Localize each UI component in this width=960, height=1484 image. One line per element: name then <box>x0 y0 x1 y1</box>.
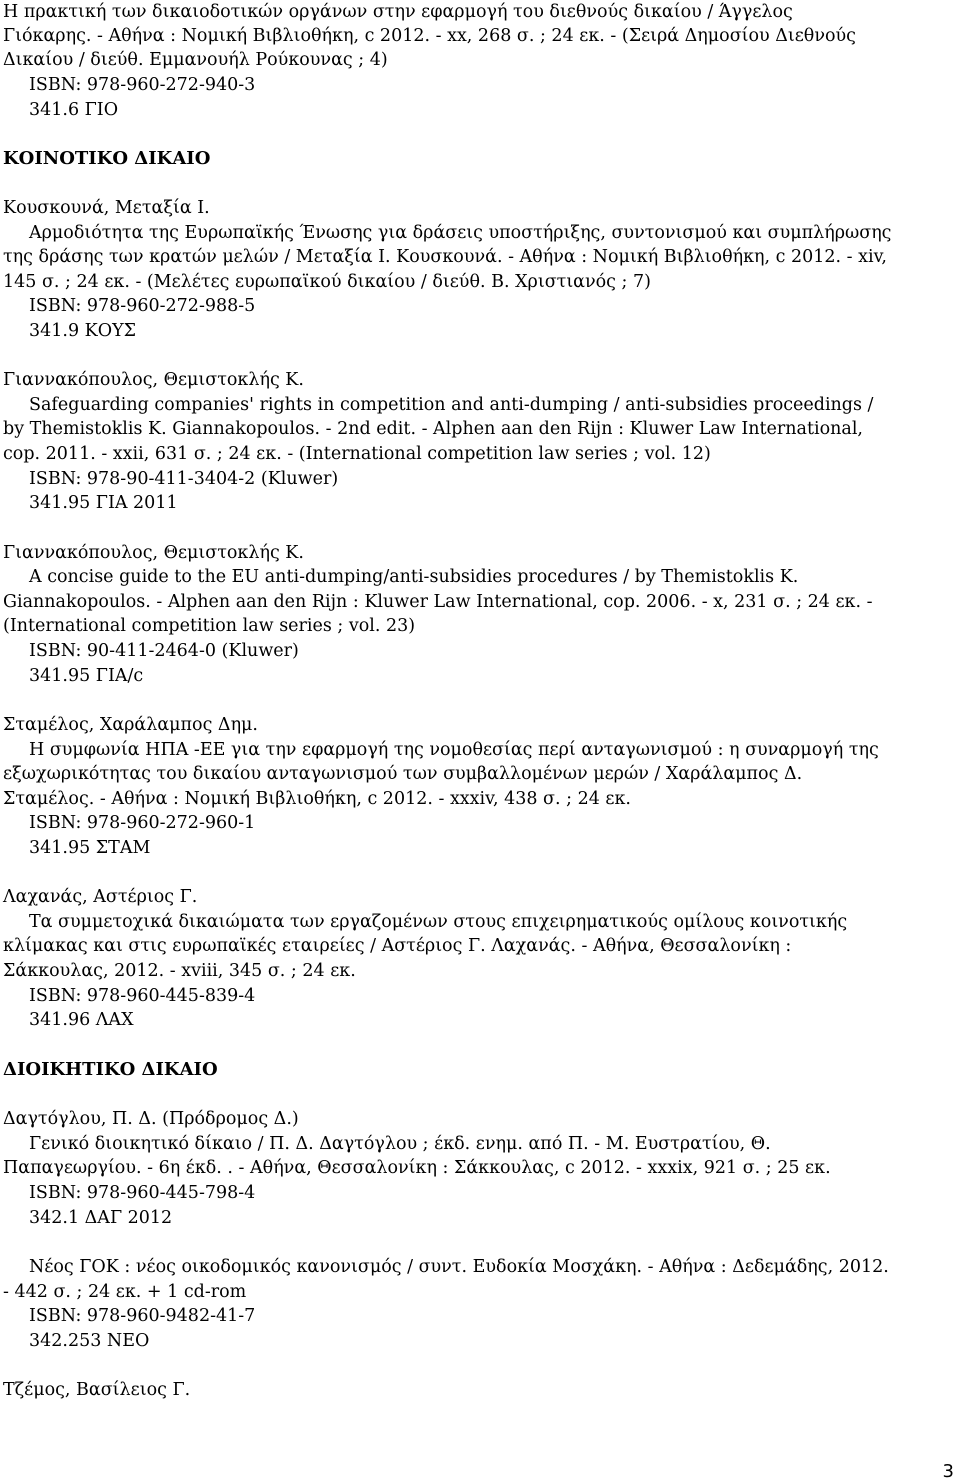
entry-5-callnumber: 341.95 ΣΤΑΜ <box>29 838 151 858</box>
entry-0-callnumber: 341.6 ΓΙΟ <box>29 100 119 120</box>
entry-4-line-3: (International competition law series ; vol. 23) <box>3 616 416 636</box>
entry-8-callnumber: 342.1 ΔΑΓ 2012 <box>29 1208 173 1228</box>
entry-4-line-2: Giannakopoulos. - Alphen aan den Rijn : Kluwer Law International, cop. 2006. - x, 231 σ. ; 24 εκ. - <box>3 592 873 612</box>
entry-3-author: Γιαννακόπουλος, Θεμιστοκλής Κ. <box>3 370 304 390</box>
entry-8-line-2: Παπαγεωργίου. - 6η έκδ. . - Αθήνα, Θεσσαλονίκη : Σάκκουλας, c 2012. - xxxix, 921 σ. ; 25 εκ. <box>3 1158 831 1178</box>
entry-9-line-1: - 442 σ. ; 24 εκ. + 1 cd-rom <box>3 1282 247 1302</box>
section-heading-administrative-law: ΔΙΟΙΚΗΤΙΚΟ ΔΙΚΑΙΟ <box>3 1059 218 1080</box>
entry-3-line-2: by Themistoklis K. Giannakopoulos. - 2nd edit. - Alphen aan den Rijn : Kluwer Law International, <box>3 419 863 439</box>
entry-8-isbn: ISBN: 978-960-445-798-4 <box>29 1183 256 1203</box>
entry-6-author: Λαχανάς, Αστέριος Γ. <box>3 887 198 907</box>
entry-2-isbn: ISBN: 978-960-272-988-5 <box>29 296 256 316</box>
entry-5-line-1: Η συμφωνία ΗΠΑ -ΕΕ για την εφαρμογή της νομοθεσίας περί ανταγωνισμού : η συναρμογή της <box>29 740 879 760</box>
entry-6-callnumber: 341.96 ΛΑΧ <box>29 1010 134 1030</box>
entry-0-line-0: Η πρακτική των δικαιοδοτικών οργάνων στην εφαρμογή του διεθνούς δικαίου / Άγγελος <box>3 2 793 22</box>
entry-3-line-1: Safeguarding companies' rights in competition and anti-dumping / anti-subsidies proceedings / <box>29 395 874 415</box>
entry-4-author: Γιαννακόπουλος, Θεμιστοκλής Κ. <box>3 543 304 563</box>
section-heading-community-law: ΚΟΙΝΟΤΙΚΟ ΔΙΚΑΙΟ <box>3 148 211 169</box>
entry-6-line-2: κλίμακας και στις ευρωπαϊκές εταιρείες / Αστέριος Γ. Λαχανάς. - Αθήνα, Θεσσαλονίκη : <box>3 936 792 956</box>
entry-2-line-1: Αρμοδιότητα της Ευρωπαϊκής Ένωσης για δράσεις υποστήριξης, συντονισμού και συμπλήρωσης <box>29 223 892 243</box>
entry-9-isbn: ISBN: 978-960-9482-41-7 <box>29 1306 256 1326</box>
entry-6-isbn: ISBN: 978-960-445-839-4 <box>29 986 256 1006</box>
entry-4-callnumber: 341.95 ΓΙΑ/c <box>29 666 144 686</box>
page-number: 3 <box>942 1461 954 1482</box>
entry-5-isbn: ISBN: 978-960-272-960-1 <box>29 813 256 833</box>
entry-0-line-1: Γιόκαρης. - Αθήνα : Νομική Βιβλιοθήκη, c 2012. - xx, 268 σ. ; 24 εκ. - (Σειρά Δημοσίου Διεθνούς <box>3 26 856 46</box>
entry-9-line-0: Νέος ΓΟΚ : νέος οικοδομικός κανονισμός / συντ. Ευδοκία Μοσχάκη. - Αθήνα : Δεδεμάδης, 2012. <box>29 1257 889 1277</box>
entry-5-line-3: Σταμέλος. - Αθήνα : Νομική Βιβλιοθήκη, c 2012. - xxxiv, 438 σ. ; 24 εκ. <box>3 789 631 809</box>
entry-2-callnumber: 341.9 ΚΟΥΣ <box>29 321 137 341</box>
entry-8-line-1: Γενικό διοικητικό δίκαιο / Π. Δ. Δαγτόγλου ; έκδ. ενημ. από Π. - Μ. Ευστρατίου, Θ. <box>29 1134 771 1154</box>
entry-4-isbn: ISBN: 90-411-2464-0 (Kluwer) <box>29 641 299 661</box>
entry-3-line-3: cop. 2011. - xxii, 631 σ. ; 24 εκ. - (International competition law series ; vol. 12) <box>3 444 711 464</box>
entry-6-line-3: Σάκκουλας, 2012. - xviii, 345 σ. ; 24 εκ. <box>3 961 356 981</box>
entry-9-callnumber: 342.253 ΝΕΟ <box>29 1331 150 1351</box>
entry-0-isbn: ISBN: 978-960-272-940-3 <box>29 75 256 95</box>
entry-5-line-2: εξωχωρικότητας του δικαίου ανταγωνισμού των συμβαλλομένων μερών / Χαράλαμπος Δ. <box>3 764 803 784</box>
entry-10-author: Τζέμος, Βασίλειος Γ. <box>3 1380 191 1400</box>
entry-0-line-2: Δικαίου / διεύθ. Εμμανουήλ Ρούκουνας ; 4) <box>3 50 388 70</box>
entry-2-line-2: της δράσης των κρατών μελών / Μεταξία Ι. Κουσκουνά. - Αθήνα : Νομική Βιβλιοθήκη, c 2012. - xiv, <box>3 247 887 267</box>
entry-3-isbn: ISBN: 978-90-411-3404-2 (Kluwer) <box>29 469 339 489</box>
entry-3-callnumber: 341.95 ΓΙΑ 2011 <box>29 493 178 513</box>
entry-5-author: Σταμέλος, Χαράλαμπος Δημ. <box>3 715 258 735</box>
entry-6-line-1: Τα συμμετοχικά δικαιώματα των εργαζομένων στους επιχειρηματικούς ομίλους κοινοτικής <box>29 912 848 932</box>
entry-4-line-1: A concise guide to the EU anti-dumping/anti-subsidies procedures / by Themistoklis K. <box>29 567 799 587</box>
entry-8-author: Δαγτόγλου, Π. Δ. (Πρόδρομος Δ.) <box>3 1109 299 1129</box>
entry-2-author: Κουσκουνά, Μεταξία Ι. <box>3 198 210 218</box>
entry-2-line-3: 145 σ. ; 24 εκ. - (Μελέτες ευρωπαϊκού δικαίου / διεύθ. Β. Χριστιανός ; 7) <box>3 272 651 292</box>
